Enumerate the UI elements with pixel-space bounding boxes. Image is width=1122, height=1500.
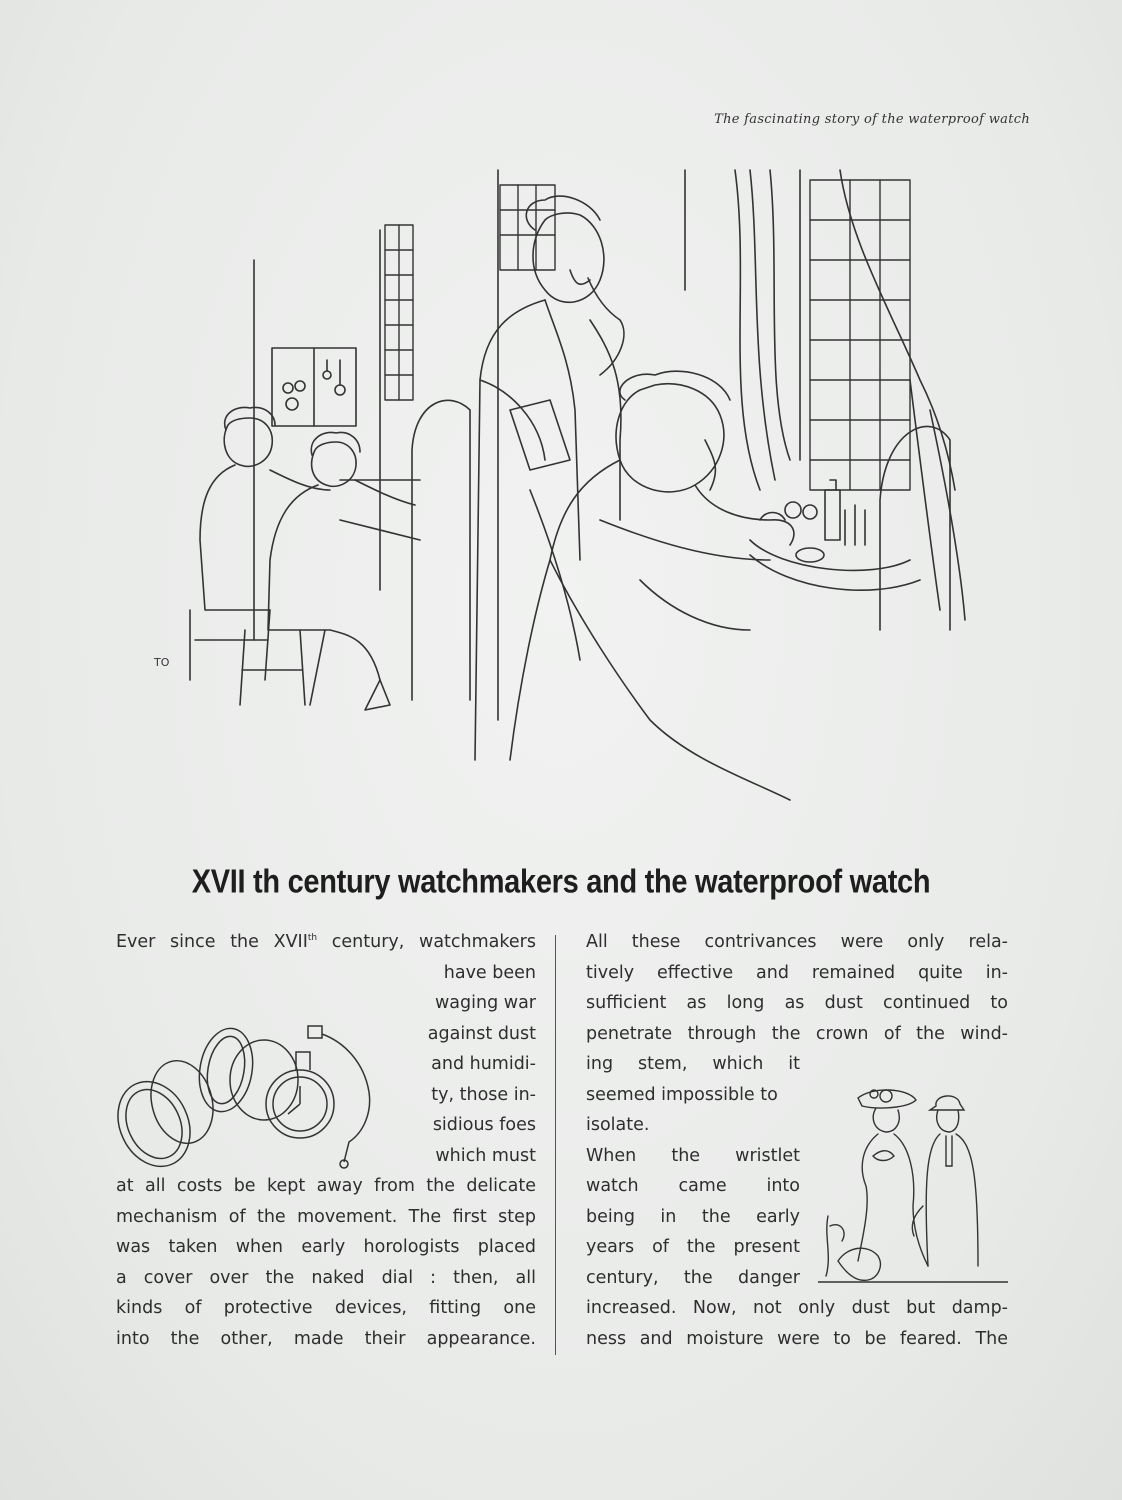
left-line-10: mechanism of the movement. The first step [116, 1206, 536, 1227]
left-window [385, 225, 413, 400]
right-line-11: years of the present [586, 1237, 800, 1257]
right-line-2: tively effective and remained quite in- [586, 962, 1008, 983]
running-head: The fascinating story of the waterproof watch [714, 112, 1030, 127]
left-line-9: at all costs be kept away from the delicate [116, 1176, 536, 1196]
left-column [116, 927, 536, 1354]
right-line-8: When the wristlet [586, 1145, 800, 1166]
left-line-14: into the other, made their appearance. [116, 1328, 536, 1349]
left-line-1-start: Ever since the XVII [116, 932, 308, 952]
watchmakers-workshop-illustration [150, 160, 1010, 840]
left-line-12: a cover over the naked dial : then, all [116, 1267, 536, 1288]
right-line-13: increased. Now, not only dust but damp- [586, 1298, 1008, 1318]
right-line-1: All these contrivances were only rela- [586, 932, 1008, 952]
partition [412, 400, 470, 700]
right-line-3: sufficient as long as dust continued to [586, 993, 1008, 1013]
right-line-9: watch came into [586, 1176, 800, 1196]
apprentice-1 [190, 407, 330, 680]
left-line-11: was taken when early horologists placed [116, 1237, 536, 1257]
center-window [500, 185, 555, 270]
right-line-4: penetrate through the crown of the wind- [586, 1023, 1008, 1044]
paper [510, 400, 570, 470]
tool-cabinet [272, 348, 356, 426]
left-line-4: against dust [427, 1023, 536, 1044]
illustration-signature: TO [154, 656, 170, 669]
left-line-3: waging war [434, 993, 536, 1013]
left-line-1 [116, 927, 536, 958]
bottle [825, 480, 840, 540]
right-line-14: ness and moisture were to be feared. The [586, 1328, 1008, 1349]
right-line-5: ing stem, which it [586, 1054, 800, 1074]
right-line-6: seemed impossible to [586, 1084, 778, 1105]
left-line-13: kinds of protective devices, fitting one [116, 1298, 536, 1318]
left-line-5: and humidi- [431, 1054, 536, 1074]
left-line-6: ty, those in- [431, 1084, 536, 1105]
right-line-7: isolate. [586, 1115, 650, 1135]
right-line-10: being in the early [586, 1206, 800, 1227]
left-line-2: have been [443, 962, 536, 983]
right-window [810, 180, 910, 490]
left-line-7: sidious foes [432, 1115, 536, 1135]
stool [240, 630, 305, 705]
column-divider [555, 935, 556, 1355]
right-line-12: century, the danger [586, 1267, 800, 1288]
left-line-1-sup: th [307, 933, 318, 943]
left-line-1-end: century, watchmakers [317, 932, 536, 952]
headline: XVII th century watchmakers and the waterproof watch [191, 863, 931, 901]
edwardian-couple-illustration [818, 1086, 1008, 1286]
seated-elder [510, 371, 794, 800]
left-line-8: which must [435, 1145, 536, 1166]
